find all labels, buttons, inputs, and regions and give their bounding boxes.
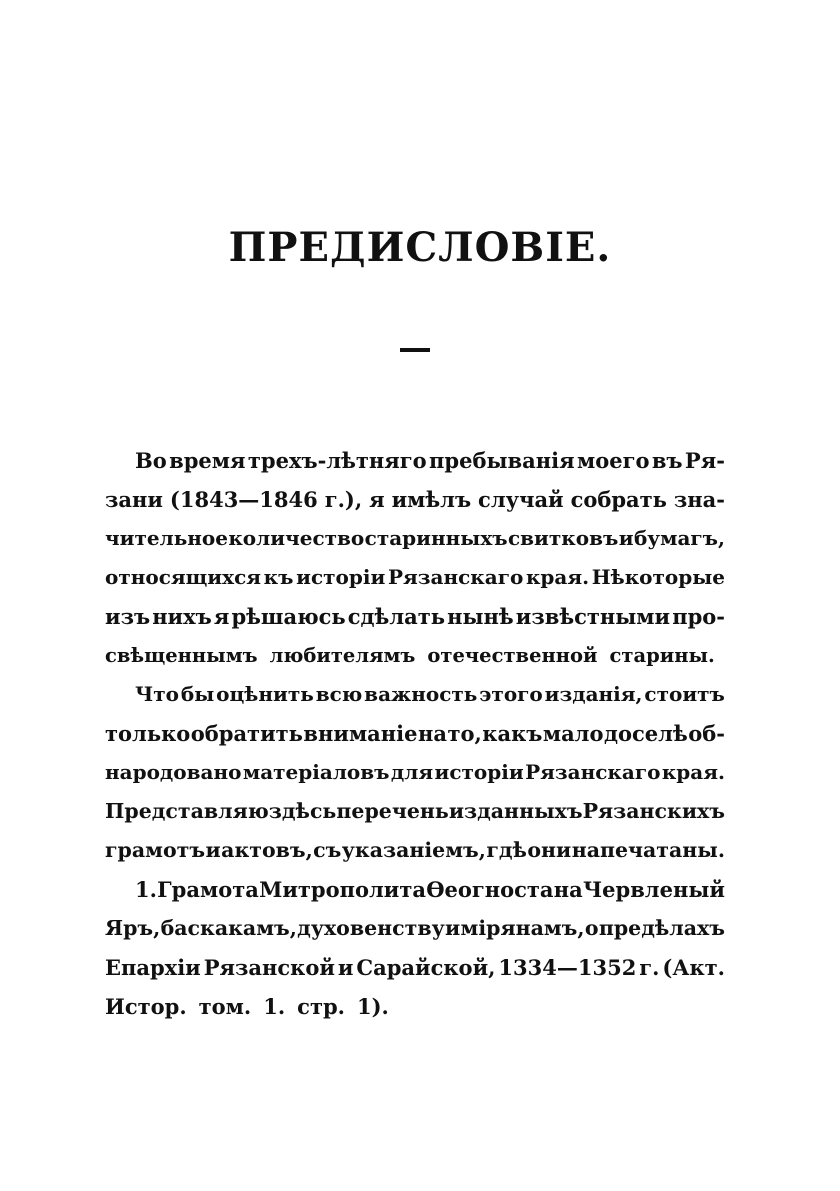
title-divider bbox=[400, 348, 430, 352]
word: г. bbox=[639, 955, 660, 980]
word: Рязанскаго bbox=[525, 760, 661, 784]
word: 1. bbox=[263, 994, 286, 1019]
word: относящихся bbox=[105, 565, 262, 589]
word: бумагъ, bbox=[633, 526, 725, 550]
word: извѣстными bbox=[515, 604, 671, 629]
text-line bbox=[105, 987, 725, 1026]
word: Ѳеогноста bbox=[426, 877, 554, 902]
word: то, bbox=[447, 721, 482, 746]
word: всю bbox=[315, 682, 363, 706]
word: об- bbox=[688, 721, 725, 746]
word: этого bbox=[479, 682, 543, 706]
text-line bbox=[105, 441, 725, 480]
word: предѣлахъ bbox=[598, 916, 725, 940]
word: грамотъ bbox=[105, 838, 206, 862]
word: Рязанскаго bbox=[387, 565, 524, 589]
word: чительное bbox=[105, 526, 228, 550]
word: края. bbox=[661, 760, 725, 784]
text-line bbox=[105, 480, 725, 519]
word: духовенству bbox=[297, 916, 445, 940]
word: рѣшаюсь bbox=[231, 604, 346, 629]
word: изъ bbox=[105, 604, 151, 629]
word: стоитъ bbox=[644, 682, 725, 706]
word: нихъ bbox=[152, 604, 212, 629]
word: напечатаны. bbox=[571, 838, 725, 862]
word: свѣщеннымъ bbox=[105, 644, 258, 667]
text-line bbox=[105, 558, 725, 597]
word: старины. bbox=[609, 644, 715, 667]
word: какъ bbox=[482, 721, 543, 746]
word: въ bbox=[651, 448, 683, 473]
word: случай bbox=[478, 487, 564, 512]
word: на bbox=[553, 877, 583, 902]
word: доселѣ bbox=[603, 721, 688, 746]
word: бы bbox=[180, 682, 215, 706]
word: края. bbox=[525, 565, 590, 589]
word: имѣлъ bbox=[391, 487, 472, 512]
word: том. bbox=[198, 994, 252, 1019]
text-line bbox=[105, 870, 725, 909]
word: количество bbox=[228, 526, 365, 550]
word: мало bbox=[542, 721, 604, 746]
word: къ bbox=[263, 565, 294, 589]
word: Рязанской bbox=[203, 955, 335, 980]
word: только bbox=[105, 721, 191, 746]
word: о bbox=[584, 916, 599, 940]
word: трехъ-лѣтняго bbox=[247, 448, 427, 473]
word: Грамота bbox=[157, 877, 259, 902]
word: съ bbox=[313, 838, 342, 862]
word: Сарайской, bbox=[356, 955, 496, 980]
word: про- bbox=[672, 604, 725, 629]
word: изданныхъ bbox=[448, 799, 583, 823]
word: Митрополита bbox=[259, 877, 426, 902]
word: время bbox=[169, 448, 246, 473]
word: Ря- bbox=[684, 448, 725, 473]
word: нынѣ bbox=[447, 604, 514, 629]
word: актовъ, bbox=[221, 838, 313, 862]
text-line bbox=[105, 675, 725, 714]
text-line bbox=[105, 753, 725, 792]
text-line bbox=[105, 714, 725, 753]
word: и bbox=[618, 526, 634, 550]
word: и bbox=[445, 916, 461, 940]
text-line bbox=[105, 948, 725, 987]
word: пребыванія bbox=[429, 448, 575, 473]
preface-body bbox=[105, 441, 725, 1026]
word: вниманіе bbox=[303, 721, 418, 746]
word: важность bbox=[364, 682, 478, 706]
word: я bbox=[213, 604, 230, 629]
word: г.), bbox=[324, 487, 363, 512]
word: собрать bbox=[570, 487, 667, 512]
word: Во bbox=[135, 448, 167, 473]
word: и bbox=[205, 838, 221, 862]
word: (1843—1846 bbox=[169, 487, 318, 512]
word: любителямъ bbox=[269, 644, 416, 667]
text-line bbox=[105, 831, 725, 870]
word: они bbox=[527, 838, 572, 862]
word: обратить bbox=[190, 721, 303, 746]
page-title: ПРЕДИСЛОВІЕ. bbox=[228, 224, 612, 271]
word: изданія, bbox=[544, 682, 643, 706]
word: моего bbox=[576, 448, 650, 473]
word: исторіи bbox=[296, 565, 386, 589]
word: перечень bbox=[336, 799, 449, 823]
word: Яръ, bbox=[105, 916, 161, 940]
word: указаніемъ, bbox=[341, 838, 486, 862]
word: мірянамъ, bbox=[460, 916, 585, 940]
word: Епархіи bbox=[105, 955, 201, 980]
word: народовано bbox=[105, 760, 242, 784]
word: 1334—1352 bbox=[498, 955, 637, 980]
word: гдѣ bbox=[486, 838, 527, 862]
word: зани bbox=[105, 487, 163, 512]
word: здѣсь bbox=[268, 799, 337, 823]
word: исторіи bbox=[434, 760, 524, 784]
word: 1. bbox=[135, 877, 157, 902]
word: и bbox=[337, 955, 354, 980]
word: сдѣлать bbox=[347, 604, 445, 629]
word: баскакамъ, bbox=[160, 916, 297, 940]
word: Червленый bbox=[582, 877, 725, 902]
word: Представляю bbox=[105, 799, 269, 823]
word: оцѣнить bbox=[216, 682, 314, 706]
text-line bbox=[105, 636, 725, 675]
text-line bbox=[105, 792, 725, 831]
word: старинныхъ bbox=[364, 526, 508, 550]
word: я bbox=[369, 487, 385, 512]
text-line bbox=[105, 519, 725, 558]
word: матеріаловъ bbox=[242, 760, 390, 784]
word: Истор. bbox=[105, 994, 187, 1019]
word: на bbox=[418, 721, 447, 746]
word: для bbox=[390, 760, 434, 784]
word: (Акт. bbox=[662, 955, 725, 980]
word: стр. bbox=[297, 994, 345, 1019]
word: 1). bbox=[356, 994, 389, 1019]
text-line bbox=[105, 909, 725, 948]
word: отечественной bbox=[427, 644, 598, 667]
word: зна- bbox=[673, 487, 725, 512]
word: свитковъ bbox=[507, 526, 619, 550]
text-line bbox=[105, 597, 725, 636]
word: Что bbox=[135, 682, 179, 706]
word: Нѣкоторые bbox=[591, 565, 725, 589]
word: Рязанскихъ bbox=[582, 799, 725, 823]
